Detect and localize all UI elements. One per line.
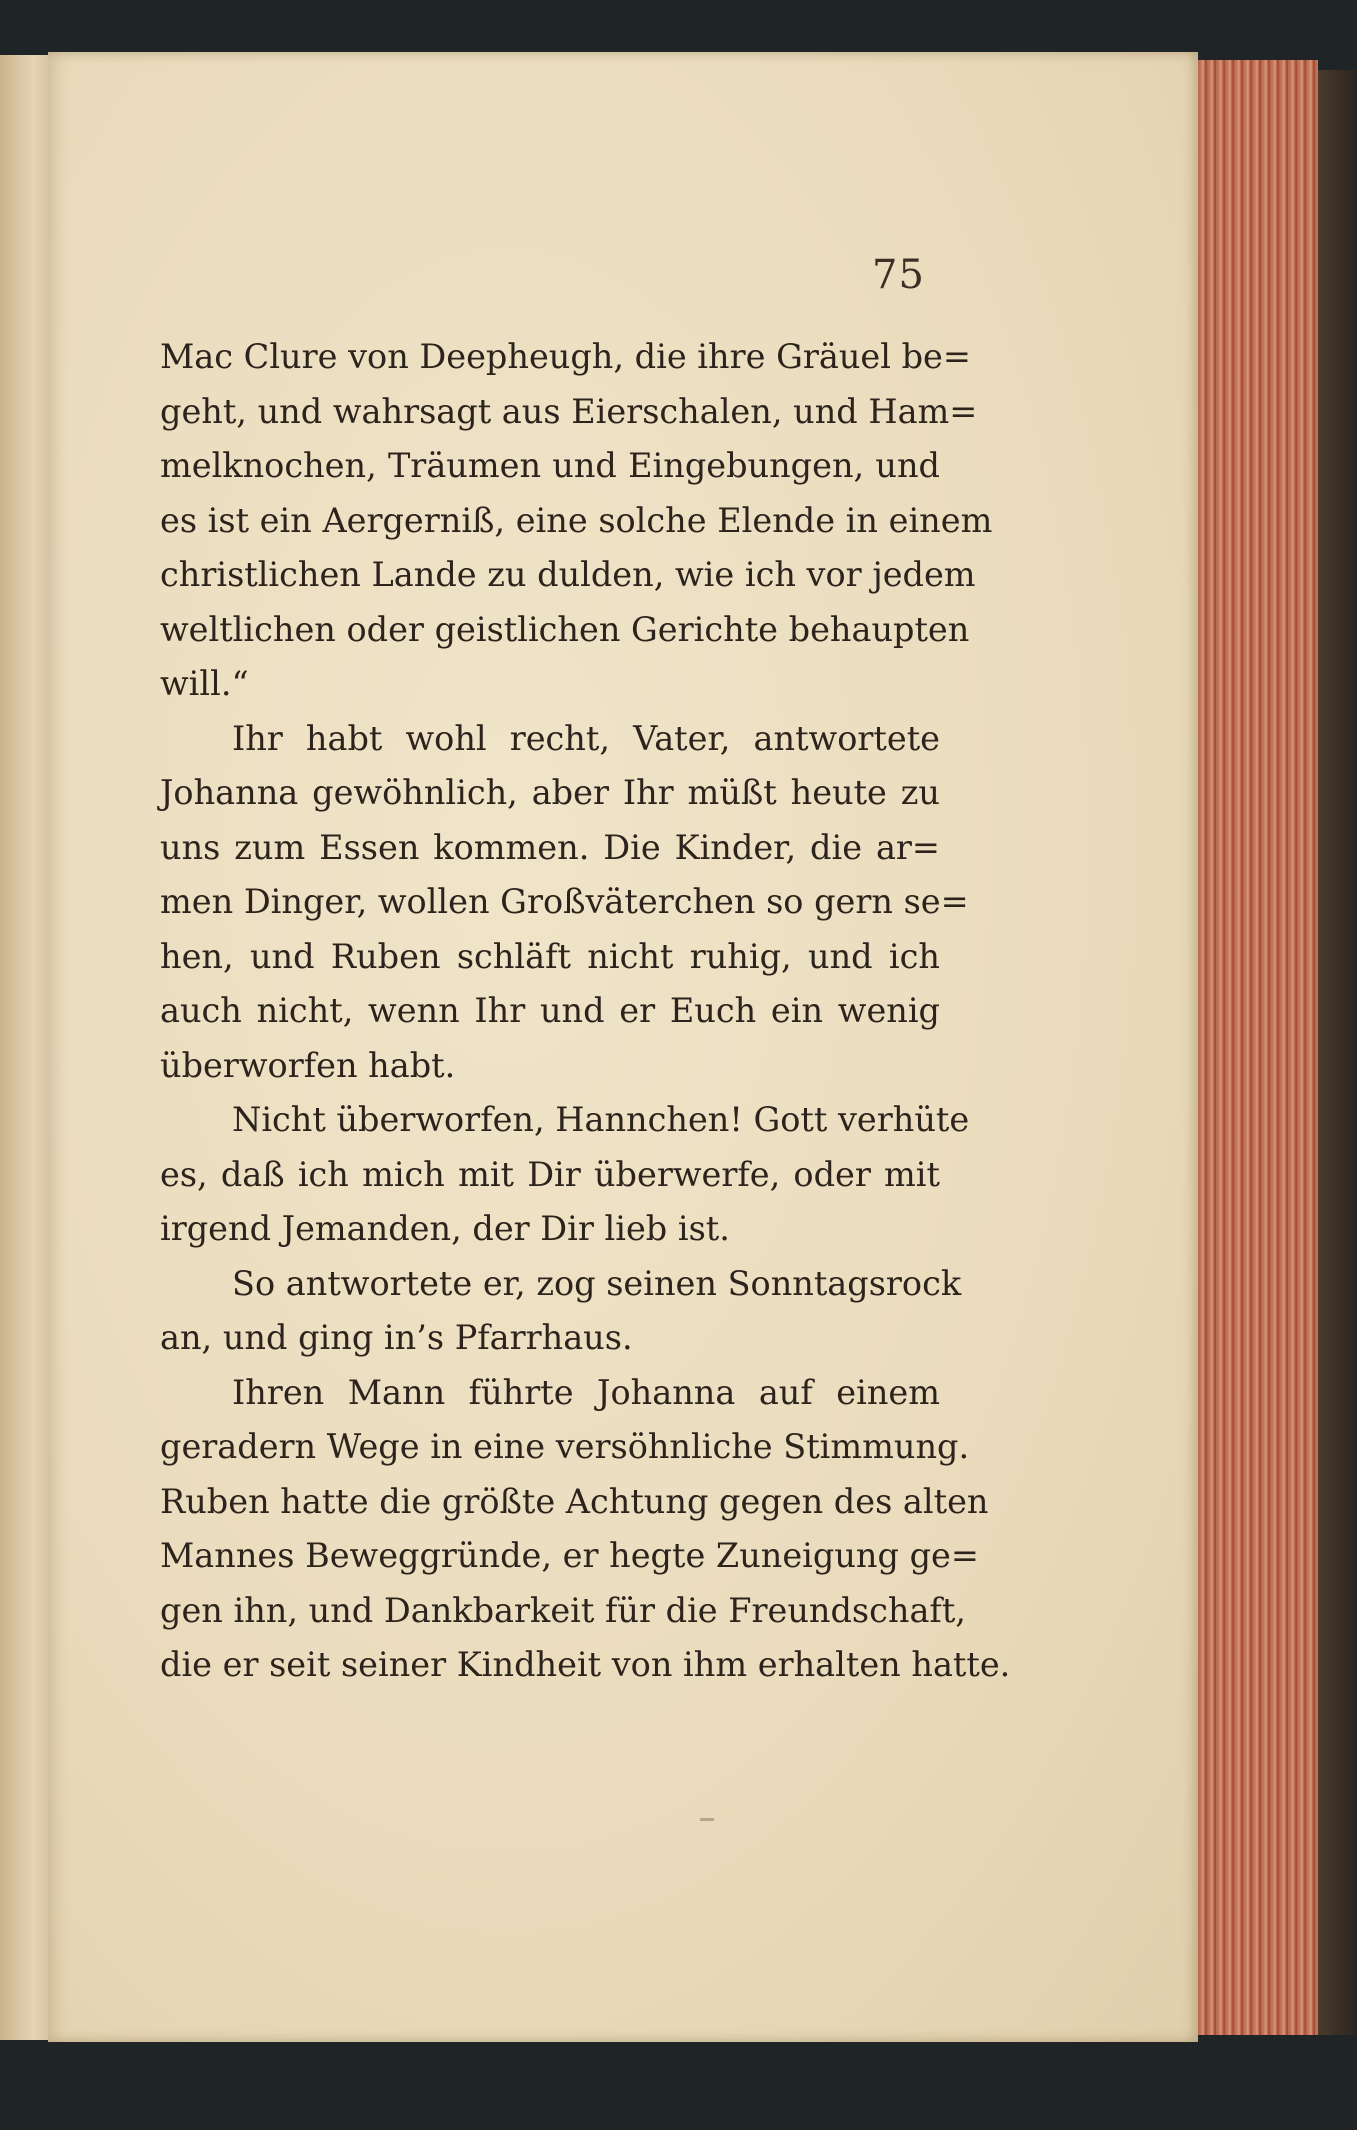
- text-line: gen ihn, und Dankbarkeit für die Freundschaft,: [160, 1590, 966, 1630]
- text-line: melknochen, Träumen und Eingebungen, und: [160, 446, 940, 485]
- previous-page-edge: [0, 55, 48, 2040]
- text-line: Ihren Mann führte Johanna auf einem: [232, 1372, 940, 1412]
- page-stack-edges: [1198, 60, 1318, 2035]
- text-line: uns zum Essen kommen. Die Kinder, die ar=: [160, 827, 940, 867]
- text-line: es ist ein Aergerniß, eine solche Elende in einem: [160, 500, 993, 540]
- book-cover-edge: [1318, 70, 1357, 2035]
- text-line: hen, und Ruben schläft nicht ruhig, und ich: [160, 936, 940, 976]
- text-line: an, und ging in’s Pfarrhaus.: [160, 1318, 633, 1357]
- text-line: irgend Jemanden, der Dir lieb ist.: [160, 1209, 730, 1248]
- text-line: christlichen Lande zu dulden, wie ich vor jedem: [160, 555, 976, 594]
- text-line: So antwortete er, zog seinen Sonntagsrock: [232, 1263, 962, 1303]
- text-line: geht, und wahrsagt aus Eierschalen, und Ham=: [160, 391, 978, 431]
- text-line: will.“: [160, 664, 249, 703]
- text-line: die er seit seiner Kindheit von ihm erhalten hatte.: [160, 1645, 1011, 1684]
- text-line: überworfen habt.: [160, 1045, 456, 1085]
- text-line: geradern Wege in eine versöhnliche Stimmung.: [160, 1427, 970, 1466]
- ink-mark: [700, 1818, 714, 1821]
- text-line: Ihr habt wohl recht, Vater, antwortete: [232, 718, 940, 758]
- text-line: Mannes Beweggründe, er hegte Zuneigung ge=: [160, 1536, 979, 1575]
- text-line: Ruben hatte die größte Achtung gegen des alten: [160, 1481, 989, 1521]
- page-number: 75: [872, 252, 925, 298]
- text-line: Nicht überworfen, Hannchen! Gott verhüte: [232, 1100, 970, 1139]
- text-line: weltlichen oder geistlichen Gerichte behaupten: [160, 609, 970, 649]
- body-text: [160, 330, 1011, 1693]
- text-line: Mac Clure von Deepheugh, die ihre Gräuel be=: [160, 337, 971, 376]
- text-line: auch nicht, wenn Ihr und er Euch ein wenig: [160, 991, 940, 1030]
- text-line: es, daß ich mich mit Dir überwerfe, oder mit: [160, 1154, 940, 1194]
- text-line: Johanna gewöhnlich, aber Ihr müßt heute zu: [160, 773, 940, 812]
- text-line: men Dinger, wollen Großväterchen so gern se=: [160, 882, 969, 921]
